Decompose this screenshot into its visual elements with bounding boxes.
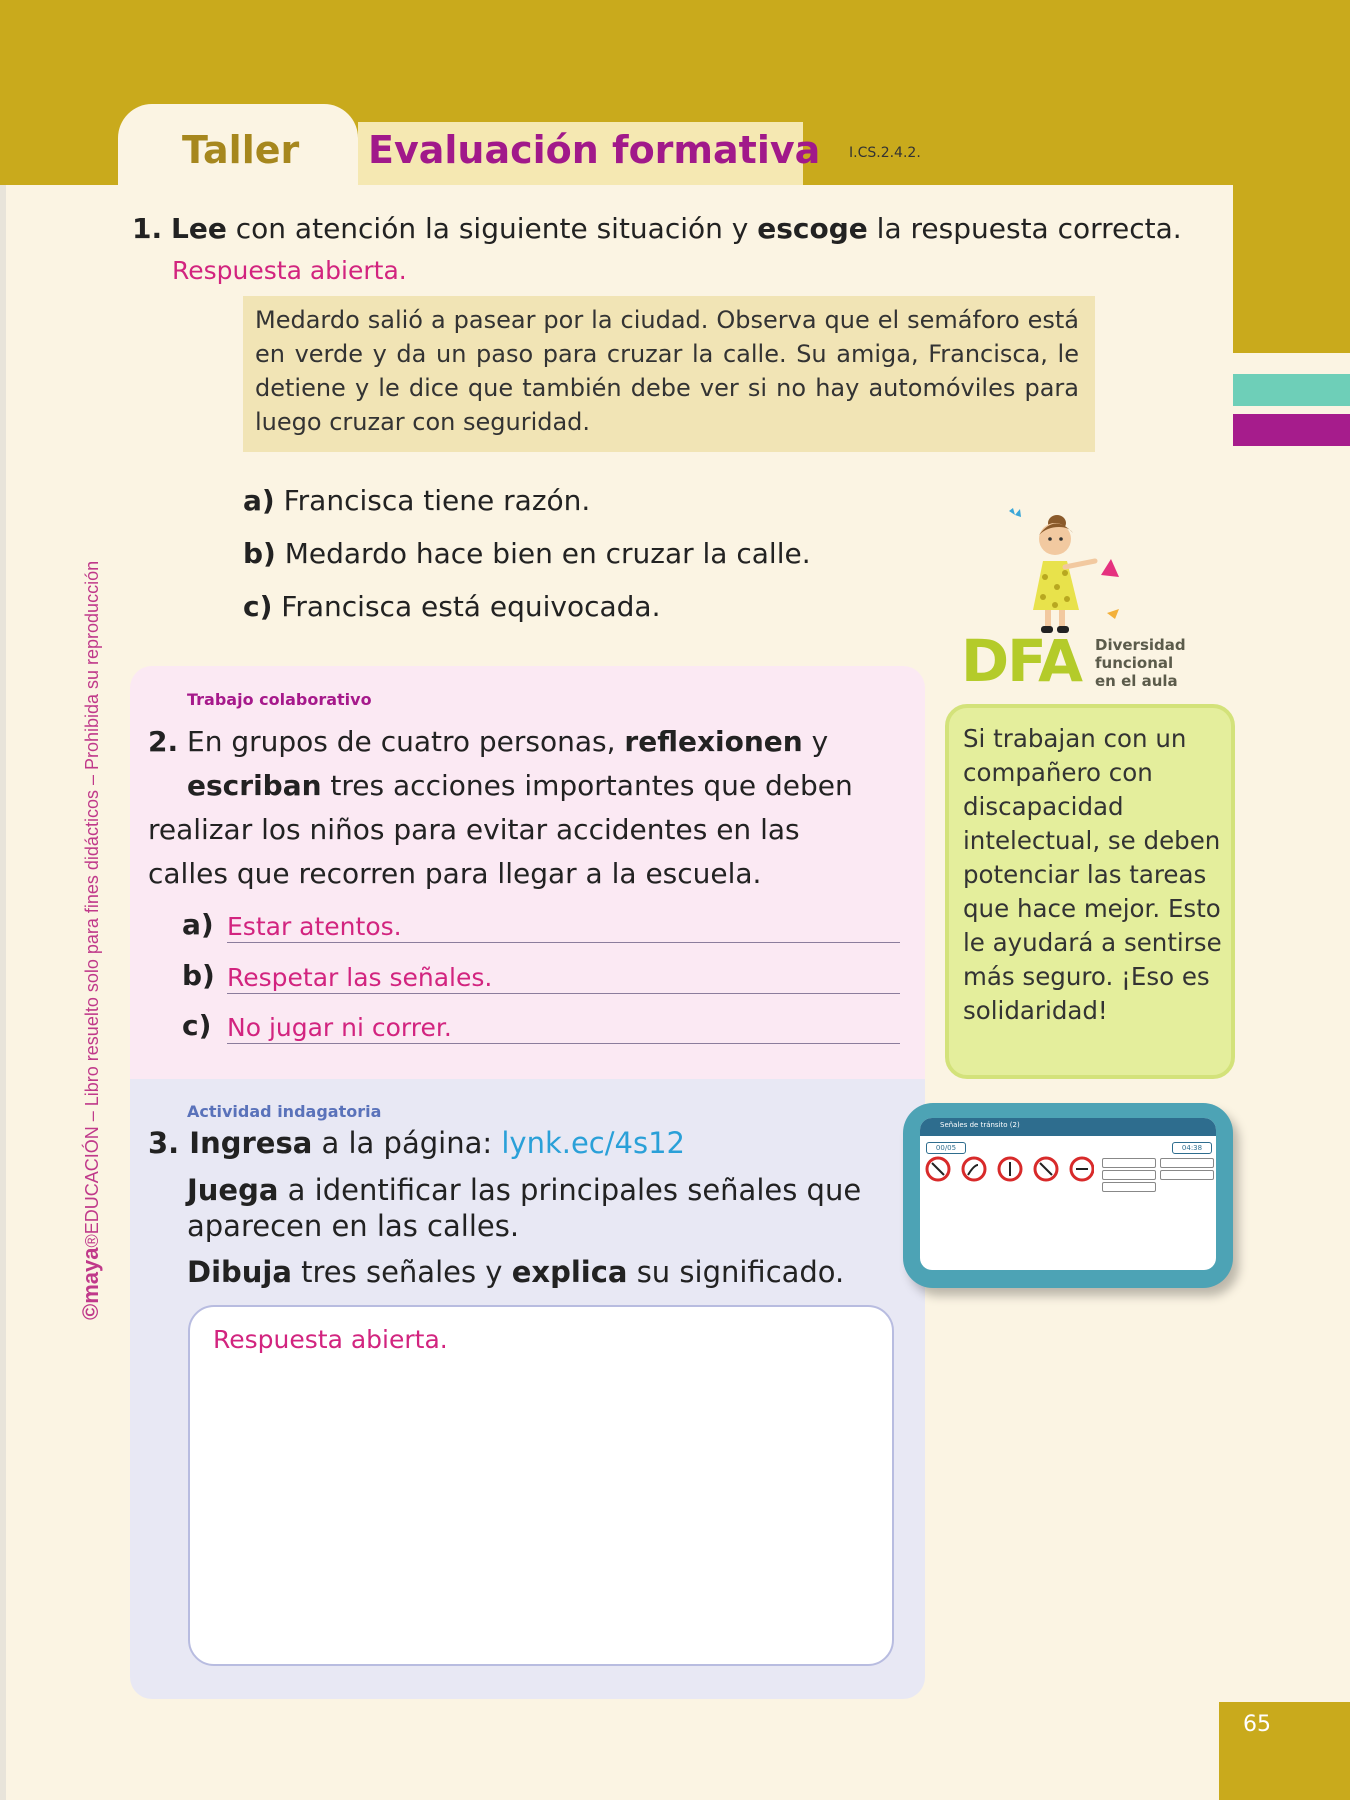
girl-illustration <box>995 505 1135 640</box>
q1-verb-lee: Lee <box>171 212 227 245</box>
option-text: Medardo hace bien en cruzar la calle. <box>275 537 811 570</box>
q2-text-3: tres acciones importantes que deben realizar los niños para evitar accidentes en las calles que recorren para llegar a la escuela. <box>148 769 853 890</box>
answer-text[interactable]: No jugar ni correr. <box>227 1013 452 1042</box>
page-edge <box>0 0 6 1800</box>
answer-line <box>227 942 900 943</box>
thumbnail-option[interactable] <box>1102 1170 1156 1180</box>
option-text: Francisca está equivocada. <box>272 590 661 623</box>
thumbnail-option[interactable] <box>1102 1182 1156 1192</box>
q1-answer: Respuesta abierta. <box>172 256 407 285</box>
dfa-caption <box>1095 636 1186 690</box>
thumbnail-option[interactable] <box>1160 1158 1214 1168</box>
answer-line <box>227 1043 900 1044</box>
magenta-marker <box>1233 414 1350 446</box>
answer-letter: b) <box>182 959 215 992</box>
section-label-activity: Actividad indagatoria <box>187 1102 382 1121</box>
option-b[interactable] <box>243 537 811 570</box>
q3-text-4: su significado. <box>627 1255 845 1289</box>
answer-letter: c) <box>182 1009 212 1042</box>
side-band <box>1233 185 1350 353</box>
option-letter: b) <box>243 537 276 570</box>
question-3 <box>148 1126 685 1160</box>
situation-text: Medardo salió a pasear por la ciudad. Observa que el semáforo está en verde y da un paso para cruzar la calle. Su amiga, Francisca, le detiene y le dice que también debe ver si no hay automóviles para luego cruzar con seguridad. <box>255 306 1079 436</box>
thumbnail-timer: 04:38 <box>1172 1142 1212 1154</box>
answer-text[interactable]: Respetar las señales. <box>227 963 493 992</box>
question-2 <box>148 720 888 896</box>
option-text: Francisca tiene razón. <box>274 484 591 517</box>
thumbnail-counter: 00/05 <box>926 1142 966 1154</box>
page-title: Evaluación formativa <box>368 128 821 172</box>
butterfly-icon <box>1009 508 1021 517</box>
option-a[interactable] <box>243 484 590 517</box>
q2-text-2: y <box>802 725 829 758</box>
teal-marker <box>1233 374 1350 406</box>
q3-answer: Respuesta abierta. <box>213 1325 448 1354</box>
website-link[interactable]: lynk.ec/4s12 <box>501 1126 685 1160</box>
answer-text[interactable]: Estar atentos. <box>227 912 402 941</box>
website-thumbnail[interactable] <box>920 1118 1216 1270</box>
thumbnail-option[interactable] <box>1160 1170 1214 1180</box>
q3-text-1: a la página: <box>312 1126 502 1160</box>
question-2-number: 2. <box>148 725 179 758</box>
brand-name: ©maya <box>78 1247 103 1320</box>
answer-letter: a) <box>182 908 214 941</box>
caption-text: EDUCACIÓN – Libro resuelto solo para fines didácticos – Prohibida su reproducción <box>82 560 102 1235</box>
q3-instruction-dibuja <box>187 1255 844 1289</box>
q1-verb-escoge: escoge <box>757 212 868 245</box>
dfa-logo: DFA <box>961 627 1081 695</box>
copyright-caption <box>78 480 104 1320</box>
q3-verb-juega: Juega <box>187 1173 279 1207</box>
dfa-caption-line: en el aula <box>1095 672 1178 690</box>
registered-mark: ® <box>82 1234 102 1248</box>
curriculum-code: I.CS.2.4.2. <box>849 145 921 161</box>
page-number: 65 <box>1243 1712 1271 1737</box>
thumbnail-title: Señales de tránsito (2) <box>940 1121 1020 1129</box>
thumbnail-option[interactable] <box>1102 1158 1156 1168</box>
q2-verb-reflexionen: reflexionen <box>624 725 803 758</box>
q3-text-2: a identificar las principales señales que aparecen en las calles. <box>187 1173 862 1243</box>
q3-verb-explica: explica <box>511 1255 628 1289</box>
question-3-number: 3. <box>148 1126 180 1160</box>
drawing-answer-box[interactable] <box>188 1305 894 1666</box>
q2-text-1: En grupos de cuatro personas, <box>178 725 625 758</box>
option-letter: c) <box>243 590 273 623</box>
taller-label: Taller <box>182 128 300 172</box>
question-1 <box>132 212 1182 245</box>
option-letter: a) <box>243 484 275 517</box>
q1-text-tail: la respuesta correcta. <box>867 212 1182 245</box>
section-label-collaborative: Trabajo colaborativo <box>187 690 372 709</box>
traffic-signs-icon <box>924 1154 1094 1184</box>
q3-verb-dibuja: Dibuja <box>187 1255 292 1289</box>
answer-line <box>227 993 900 994</box>
q2-verb-escriban: escriban <box>187 769 322 802</box>
q1-text-mid: con atención la siguiente situación y <box>226 212 758 245</box>
dfa-caption-line: Diversidad <box>1095 636 1186 654</box>
option-c[interactable] <box>243 590 660 623</box>
page-number-box <box>1219 1702 1350 1800</box>
q3-instruction-juega <box>187 1172 907 1244</box>
q3-text-3: tres señales y <box>291 1255 512 1289</box>
dfa-caption-line: funcional <box>1095 654 1174 672</box>
q3-verb-ingresa: Ingresa <box>179 1126 313 1160</box>
dfa-note-text: Si trabajan con un compañero con discapacidad intelectual, se deben potenciar las tareas que hace mejor. Esto le ayudará a sentirse más seguro. ¡Eso es solidaridad! <box>963 724 1222 1025</box>
question-1-number: 1. <box>132 212 163 245</box>
